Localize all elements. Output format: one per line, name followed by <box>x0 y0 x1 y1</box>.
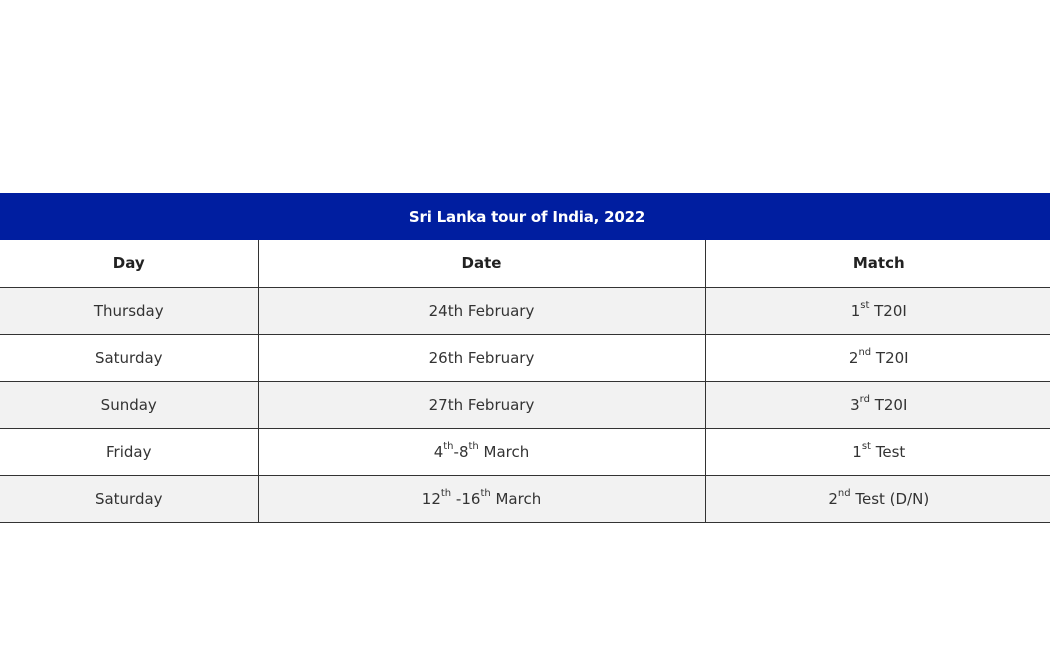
day-cell: Thursday <box>0 287 258 334</box>
date-cell: 26th February <box>258 334 705 381</box>
day-cell: Sunday <box>0 381 258 428</box>
match-cell: 3rd T20I <box>705 381 1050 428</box>
schedule-table <box>0 193 1050 523</box>
match-cell: 1st Test <box>705 428 1050 475</box>
date-cell: 27th February <box>258 381 705 428</box>
column-header-day: Day <box>0 240 258 287</box>
date-cell: 12th -16th March <box>258 475 705 522</box>
day-cell: Saturday <box>0 334 258 381</box>
table-header-row <box>0 240 1050 287</box>
table-row <box>0 381 1050 428</box>
table-title-row <box>0 193 1050 240</box>
table-title: Sri Lanka tour of India, 2022 <box>0 193 1050 240</box>
match-cell: 2nd Test (D/N) <box>705 475 1050 522</box>
table-row <box>0 475 1050 522</box>
table-row <box>0 428 1050 475</box>
date-cell: 24th February <box>258 287 705 334</box>
day-cell: Saturday <box>0 475 258 522</box>
day-cell: Friday <box>0 428 258 475</box>
match-cell: 2nd T20I <box>705 334 1050 381</box>
column-header-date: Date <box>258 240 705 287</box>
date-cell: 4th-8th March <box>258 428 705 475</box>
table-row <box>0 334 1050 381</box>
match-cell: 1st T20I <box>705 287 1050 334</box>
column-header-match: Match <box>705 240 1050 287</box>
table-row <box>0 287 1050 334</box>
